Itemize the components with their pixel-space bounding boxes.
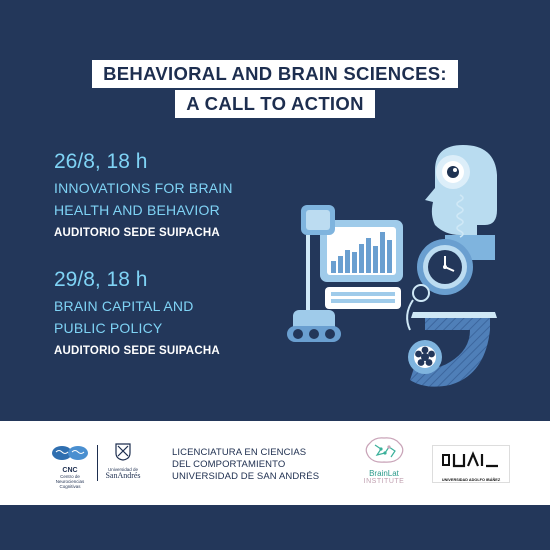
- cnc-name: CNC: [62, 467, 78, 474]
- poster-title-line-2: A CALL TO ACTION: [175, 90, 374, 118]
- brainlat-sub: INSTITUTE: [363, 478, 405, 485]
- title-line-1-wrap: [0, 60, 550, 88]
- neuroscience-illustration: [285, 140, 515, 395]
- title-line-2-wrap: [0, 90, 550, 118]
- keyboard-icon: [325, 287, 401, 309]
- poster-title-line-1: BEHAVIORAL AND BRAIN SCIENCES:: [92, 60, 458, 88]
- cnc-sub-line-1: Centro de: [60, 474, 80, 479]
- event-1-date: 26/8, 18 h: [54, 150, 148, 173]
- brainlat-logo-icon: [361, 435, 407, 465]
- logo-divider: [97, 445, 98, 481]
- eye-icon: [436, 155, 470, 189]
- uai-logo: [432, 445, 510, 483]
- program-line-2: DEL COMPORTAMIENTO: [172, 459, 286, 470]
- uai-sub: UNIVERSIDAD ADOLFO IBÁÑEZ: [441, 478, 501, 482]
- program-line-1: LICENCIATURA EN CIENCIAS: [172, 447, 307, 458]
- event-2-venue: AUDITORIO SEDE SUIPACHA: [54, 345, 220, 357]
- fan-icon: [408, 340, 442, 374]
- event-2-name: [54, 295, 220, 339]
- event-1-name: [54, 177, 233, 221]
- footer-logos: [0, 421, 550, 505]
- cnc-logo: [46, 445, 94, 489]
- event-1-name-line-2: HEALTH AND BEHAVIOR: [54, 202, 220, 218]
- event-2-name-line-1: BRAIN CAPITAL AND: [54, 298, 194, 314]
- cnc-sub-line-2: Neurociencias Cognitivas: [55, 479, 85, 489]
- usa-top: Universidad de: [107, 467, 139, 472]
- usa-logo: [100, 443, 146, 480]
- event-2: [54, 268, 220, 358]
- brainlat-name: BrainLat: [369, 469, 399, 478]
- crest-icon: [115, 443, 131, 461]
- bottom-band: [0, 505, 550, 550]
- event-1-venue: AUDITORIO SEDE SUIPACHA: [54, 227, 220, 239]
- brain-icon: [51, 445, 89, 461]
- brainlat-logo: [358, 435, 410, 486]
- uai-logo-icon: [440, 450, 502, 472]
- program-name: [172, 447, 342, 483]
- event-2-date: 29/8, 18 h: [54, 268, 148, 291]
- usa-name: SanAndrés: [105, 471, 141, 480]
- event-1-name-line-1: INNOVATIONS FOR BRAIN: [54, 180, 233, 196]
- event-1: [54, 150, 233, 240]
- event-2-name-line-2: PUBLIC POLICY: [54, 320, 163, 336]
- program-line-3: UNIVERSIDAD DE SAN ANDRÉS: [172, 471, 320, 482]
